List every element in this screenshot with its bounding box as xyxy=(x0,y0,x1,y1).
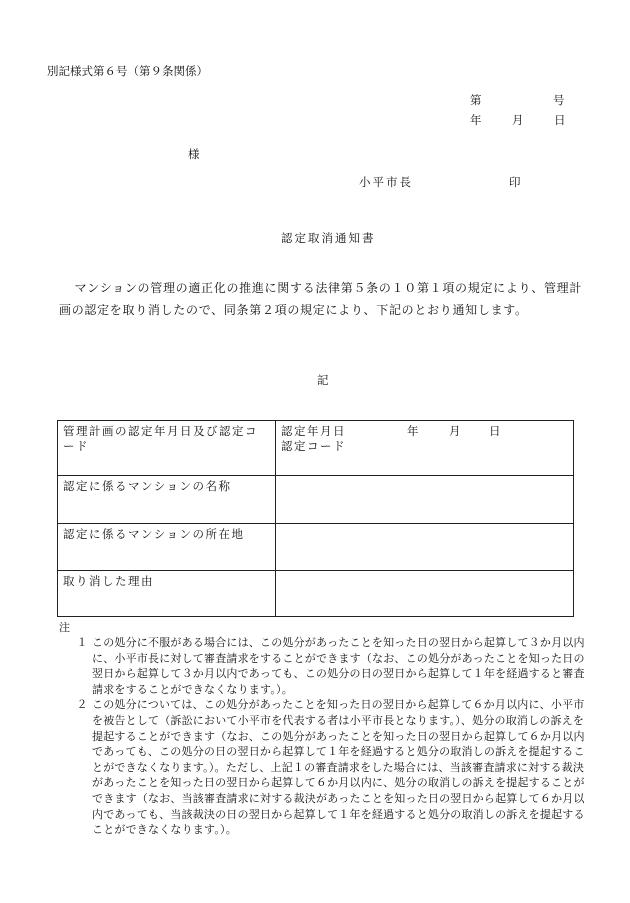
row-value-reason xyxy=(276,571,574,617)
table-row xyxy=(58,571,574,617)
note-text: この処分については、この処分があったことを知った日の翌日から起算して６か月以内に、小平市を被告として（訴訟において小平市を代表する者は小平市長となります。）、処分の取消しの訴えを提起することができます（なお、この処分があったことを知った日の翌日から起算して６か月以内であっても、この処分の日の翌日から起算して１年を経過すると処分の取消しの訴えを提起することができなくなります。）。ただし、上記１の審査請求をした場合には、当該審査請求に対する裁決があったことを知った日の翌日から起算して６か月以内に、処分の取消しの訴えを提起することができます（なお、当該審査請求に対する裁決があったことを知った日の翌日から起算して６か月以内であっても、当該裁決の日の翌日から起算して１年を経過すると処分の取消しの訴えを提起することができなくなります。）。 xyxy=(92,698,585,837)
addressee-honorific: 様 xyxy=(188,147,200,161)
note-text: この処分に不服がある場合には、この処分があったことを知った日の翌日から起算して３か月以内に、小平市長に対して審査請求をすることができます（なお、この処分があったことを知った日の翌日から起算して３か月以内であっても、この処分の日の翌日から起算して１年を経過すると審査請求をすることができなくなります。）。 xyxy=(92,636,585,696)
note-number: ２ xyxy=(76,698,88,712)
row-value-address xyxy=(276,524,574,571)
date-day: 日 xyxy=(554,113,566,127)
row-label-address: 認定に係るマンションの所在地 xyxy=(58,524,276,571)
date-year: 年 xyxy=(470,113,482,127)
number-suffix: 号 xyxy=(553,93,565,107)
number-prefix: 第 xyxy=(470,93,482,107)
sender-title: 小平市長 xyxy=(359,175,413,189)
row-label-name: 認定に係るマンションの名称 xyxy=(58,476,276,524)
certification-year: 年 xyxy=(407,424,420,438)
seal-mark: 印 xyxy=(509,175,521,189)
table-row xyxy=(58,421,574,476)
row-value-name xyxy=(276,476,574,524)
details-table xyxy=(57,420,574,617)
row-label-certification: 管理計画の認定年月日及び認定コード xyxy=(58,421,276,476)
ki-label: 記 xyxy=(317,373,329,387)
certification-day: 日 xyxy=(489,424,502,438)
certification-month: 月 xyxy=(449,424,462,438)
note-number: １ xyxy=(76,636,88,649)
note-item xyxy=(72,635,592,697)
document-title: 認定取消通知書 xyxy=(281,231,376,245)
table-row xyxy=(58,476,574,524)
notes-list xyxy=(72,635,592,838)
note-item xyxy=(72,697,592,837)
body-paragraph: マンションの管理の適正化の推進に関する法律第５条の１０第１項の規定により、管理計画の認定を取り消したので、同条第２項の規定により、下記のとおり通知します。 xyxy=(59,281,583,317)
row-label-reason: 取り消した理由 xyxy=(58,571,276,617)
certification-code-label: 認定コード xyxy=(281,439,346,453)
row-value-certification xyxy=(276,421,574,476)
form-label: 別記様式第６号（第９条関係） xyxy=(47,64,208,78)
notes-label: 注 xyxy=(59,621,70,634)
date-month: 月 xyxy=(512,113,524,127)
certification-date-label: 認定年月日 xyxy=(281,424,346,438)
table-row xyxy=(58,524,574,571)
